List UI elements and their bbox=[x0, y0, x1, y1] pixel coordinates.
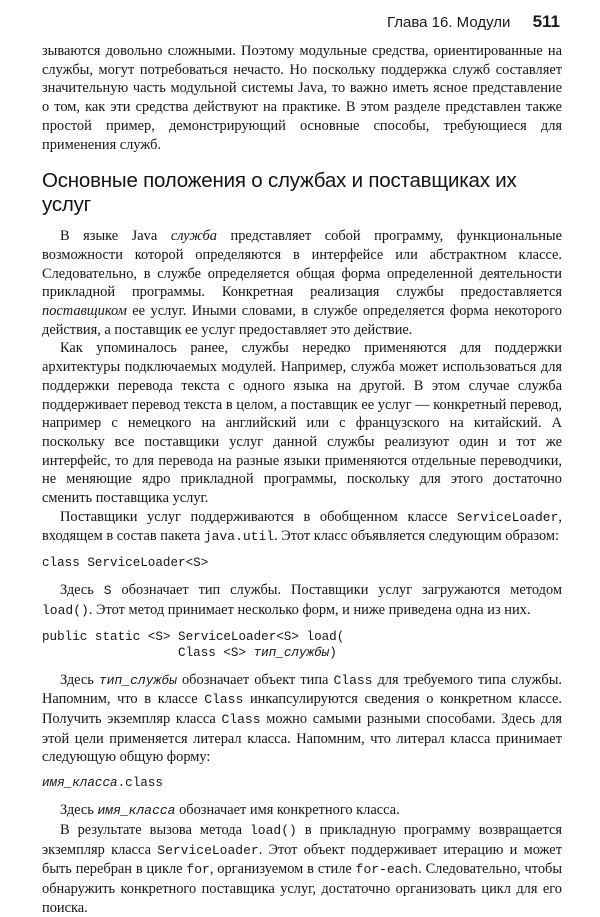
text-run: В языке Java bbox=[60, 228, 171, 245]
text-run: , входящем в состав пакета bbox=[42, 508, 562, 545]
code-line: ) bbox=[329, 645, 337, 660]
text-run: . Этот объект поддерживает итерацию и может быть перебран в цикле bbox=[42, 841, 562, 878]
paragraph-class-name bbox=[42, 801, 562, 821]
running-header bbox=[387, 12, 560, 32]
code-serviceloader: ServiceLoader bbox=[456, 509, 559, 525]
text-run: Поставщики услуг поддерживаются в обобщенном классе bbox=[60, 508, 457, 525]
code-for: for bbox=[186, 862, 210, 878]
code-java-util: java.util bbox=[203, 529, 275, 545]
text-run: в прикладную программу возвращается экземпляр класса bbox=[42, 821, 562, 858]
paragraph-type-s bbox=[42, 581, 562, 620]
text-run: обозначает имя конкретного класса. bbox=[175, 802, 400, 819]
code-load: load() bbox=[250, 822, 297, 838]
code-param: имя_класса bbox=[42, 776, 118, 791]
section-heading: Основные положения о службах и поставщиках их услуг bbox=[42, 169, 517, 217]
code-block-load-signature bbox=[42, 629, 562, 661]
text-run: . Этот класс объявляется следующим образом: bbox=[274, 528, 560, 545]
text-run: . Этот метод принимает несколько форм, и ниже приведена одна из них. bbox=[88, 601, 531, 618]
page-body bbox=[42, 42, 562, 917]
paragraph-plugin-architecture: Как упоминалось ранее, службы нередко применяются для поддержки архитектуры подключаемых модулей. Например, служба может использоваться для поддержки перевода текста с одного языка на другой. В этом случае служба поддерживает перевод текста в целом, а поставщик ее услуг — конкретный перевод, например с немецкого на английский или с французского на китайский. А поскольку все поставщики услуг данной службы реализуют один и тот же интерфейс, то для перевода на разные языки применяются отдельные переводчики, не меняющие ядро прикладной программы, поскольку для этого достаточно сменить поставщика услуг. bbox=[42, 340, 562, 507]
text-run: , организуемом в стиле bbox=[209, 861, 356, 878]
text-run: обозначает объект типа bbox=[176, 671, 334, 688]
code-class: Class bbox=[204, 692, 244, 708]
chapter-title: Глава 16. Модули bbox=[386, 14, 511, 31]
paragraph-serviceloader bbox=[42, 508, 562, 547]
page-number: 511 bbox=[532, 12, 560, 31]
text-run: инкапсулируются сведения о конкретном классе. Получить экземпляр класса bbox=[42, 691, 562, 727]
text-run: ее услуг. Иными словами, в службе определяется форма некоторого действия, а поставщик ее услуг предоставляет это действие. bbox=[42, 303, 562, 338]
text-run: Здесь bbox=[60, 671, 99, 688]
code-load: load() bbox=[42, 602, 89, 618]
code-class: Class bbox=[221, 711, 261, 727]
text-run: В результате вызова метода bbox=[60, 821, 250, 838]
paragraph-class-literal bbox=[42, 671, 562, 768]
text-run: Здесь bbox=[60, 802, 98, 819]
text-run: . Следовательно, чтобы обнаружить конкретного поставщика услуг, достаточно организовать цикл для его поиска. bbox=[42, 861, 562, 916]
code-block-class-declaration: class ServiceLoader<S> bbox=[42, 556, 209, 571]
code-block-class-literal bbox=[42, 775, 562, 791]
term-provider: поставщиком bbox=[42, 303, 127, 320]
code-param: тип_службы bbox=[98, 672, 177, 688]
text-run: Здесь bbox=[60, 582, 104, 599]
text-run: можно самыми разными способами. Здесь для этой цели применяется литерал класса. Напомним, что литерал класса принимает следующую общую форму: bbox=[42, 710, 562, 766]
paragraph-service-definition bbox=[42, 227, 562, 339]
code-param: тип_службы bbox=[253, 645, 330, 660]
text-run: для требуемого типа службы. Напомним, что в классе bbox=[42, 671, 563, 708]
code-class: Class bbox=[333, 672, 373, 688]
text-run: представляет собой программу, функциональные возможности которой определяются в интерфейсе или абстрактном классе. Следовательно, в службе определяется общая форма определенной деятельности прикладной программы. Конкретная реализация службы предоставляется bbox=[42, 228, 562, 301]
paragraph-iteration bbox=[42, 821, 562, 917]
code-param: имя_класса bbox=[97, 803, 176, 819]
code-line: .class bbox=[117, 776, 163, 791]
code-line: public static <S> ServiceLoader<S> load( bbox=[42, 629, 345, 644]
intro-paragraph: зываются довольно сложными. Поэтому модульные средства, ориентированные на службы, могут потребоваться нечасто. Но поскольку поддержка служб составляет значительную часть модульной системы Java, то важно иметь ясное представление о том, как эти средства действуют на практике. В этом разделе представлен также простой пример, демонстрирующий основные способы, требующиеся для применения служб. bbox=[42, 43, 562, 153]
code-for-each: for-each bbox=[355, 862, 419, 878]
text-run: обозначает тип службы. Поставщики услуг загружаются методом bbox=[111, 582, 563, 599]
code-s: S bbox=[103, 583, 112, 599]
term-service: служба bbox=[170, 228, 217, 245]
code-serviceloader: ServiceLoader bbox=[157, 842, 259, 858]
code-line: Class <S> bbox=[42, 645, 254, 660]
